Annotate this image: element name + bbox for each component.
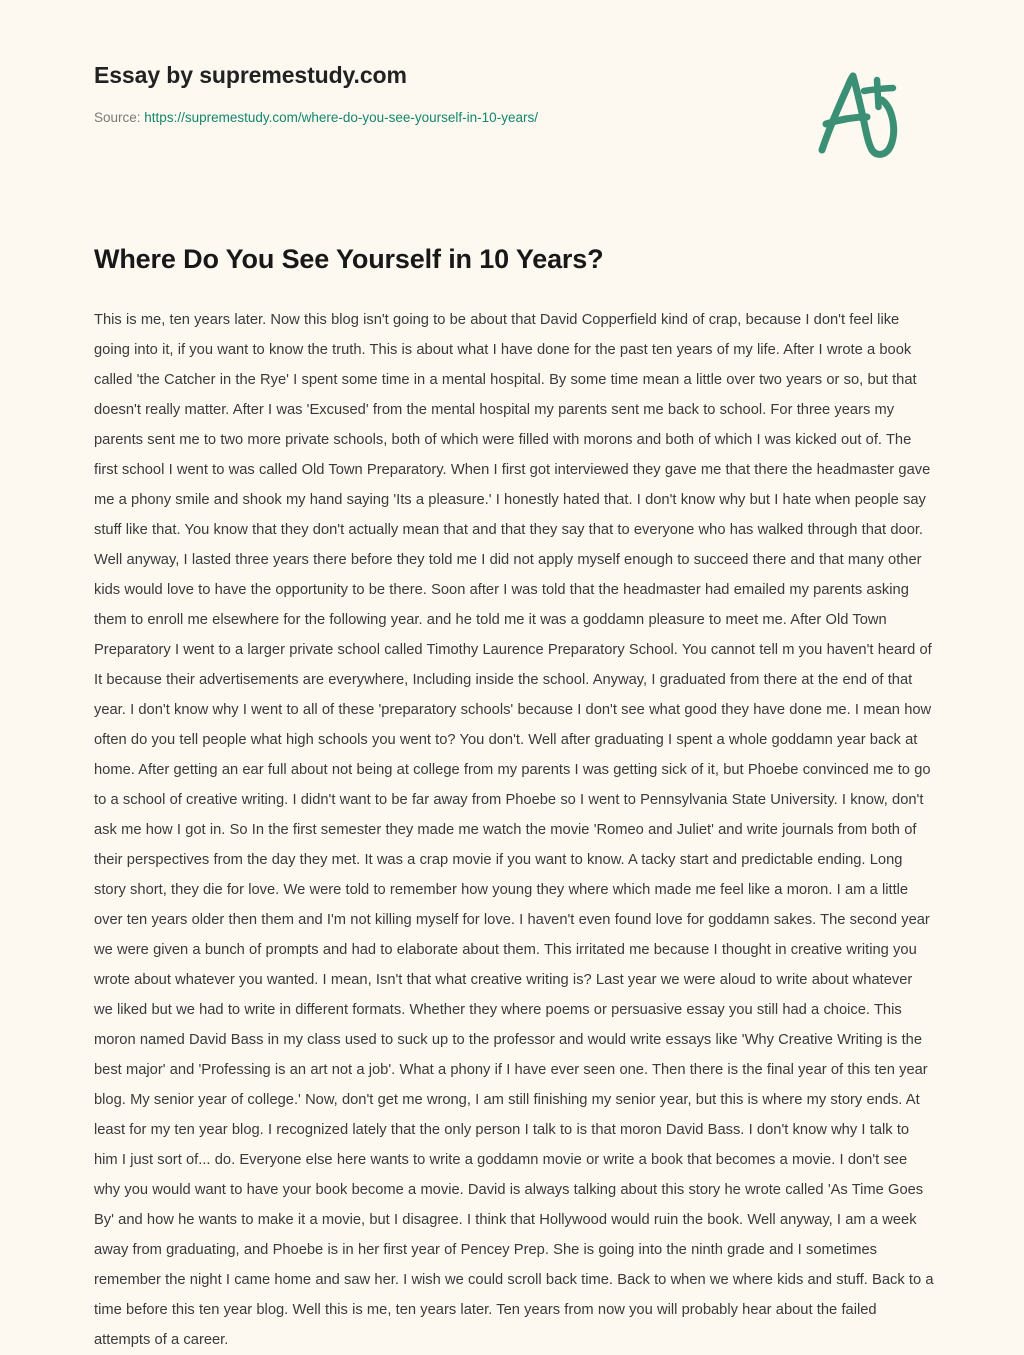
page-title: Where Do You See Yourself in 10 Years?: [94, 244, 604, 274]
article-body-text: This is me, ten years later. Now this blog isn't going to be about that David Copperfield kind of crap, because I don't feel like going into it, if you want to know the truth. This is about what I have done for the past ten years of my life. After I wrote a book called 'the Catcher in the Rye' I spent some time in a mental hospital. By some time mean a little over two years or so, but that doesn't really matter. After I was 'Excused' from the mental hospital my parents sent me back to school. For three years my parents sent me to two more private schools, both of which were filled with morons and both of which I was kicked out of. The first school I went to was called Old Town Preparatory. When I first got interviewed they gave me that there the headmaster gave me a phony smile and shook my hand saying 'Its a pleasure.' I honestly hated that. I don't know why but I hate when people say stuff like that. You know that they don't actually mean that and that they say that to everyone who has walked through that door. Well anyway, I lasted three years there before they told me I did not apply myself enough to succeed there and that many other kids would love to have the opportunity to be there. Soon after I was told that the headmaster had emailed my parents asking them to enroll me elsewhere for the following year. and he told me it was a goddamn pleasure to meet me. After Old Town Preparatory I went to a larger private school called Timothy Laurence Preparatory School. You cannot tell m you haven't heard of It because their advertisements are everywhere, Including inside the school. Anyway, I graduated from there at the end of that year. I don't know why I went to all of these 'preparatory schools' because I don't see what good they have done me. I mean how often do you tell people what high schools you went to? You don't. Well after graduating I spent a whole goddamn year back at home. After getting an ear full about not being at college from my parents I was getting sick of it, but Phoebe convinced me to go to a school of creative writing. I didn't want to be far away from Phoebe so I went to Pennsylvania State University. I know, don't ask me how I got in. So In the first semester they made me watch the movie 'Romeo and Juliet' and write journals from both of their perspectives from the day they met. It was a crap movie if you want to know. A tacky start and predictable ending. Long story short, they die for love. We were told to remember how young they where which made me feel like a moron. I am a little over ten years older then them and I'm not killing myself for love. I haven't even found love for goddamn sakes. The second year we were given a bunch of prompts and had to elaborate about them. This irritated me because I thought in creative writing you wrote about whatever you wanted. I mean, Isn't that what creative writing is? Last year we were aloud to write about whatever we liked but we had to write in different formats. Whether they where poems or persuasive essay you still had a choice. This moron named David Bass in my class used to suck up to the professor and would write essays like 'Why Creative Writing is the best major' and 'Professing is an art not a job'. What a phony if I have ever seen one. Then there is the final year of this ten year blog. My senior year of college.' Now, don't get me wrong, I am still finishing my senior year, but this is where my story ends. At least for my ten year blog. I recognized lately that the only person I talk to is that moron David Bass. I don't know why I talk to him I just sort of... do. Everyone else here wants to write a goddamn movie or write a book that becomes a movie. I don't see why you would want to have your book become a movie. David is always talking about this story he wrote called 'As Time Goes By' and how he wants to make it a movie, but I disagree. I think that Hollywood would ruin the book. Well anyway, I am a week away from graduating, and Phoebe is in her first year of Pencey Prep. She is going into the ninth grade and I sometimes remember the night I came home and saw her. I wish we could scroll back time. Back to when we where kids and stuff. Back to a time before this ten year blog. Well this is me, ten years later. Ten years from now you will probably hear about the failed attempts of a career.: [94, 311, 934, 1348]
article: [94, 243, 934, 1355]
source-line: [94, 109, 538, 127]
site-title: Essay by supremestudy.com: [94, 62, 407, 88]
a-plus-logo-icon: [808, 64, 912, 168]
header-text-group: [94, 62, 538, 126]
source-url-link[interactable]: https://supremestudy.com/where-do-you-see-yourself-in-10-years/: [144, 109, 538, 125]
page-header: [0, 0, 1024, 168]
source-label: Source:: [94, 109, 141, 125]
